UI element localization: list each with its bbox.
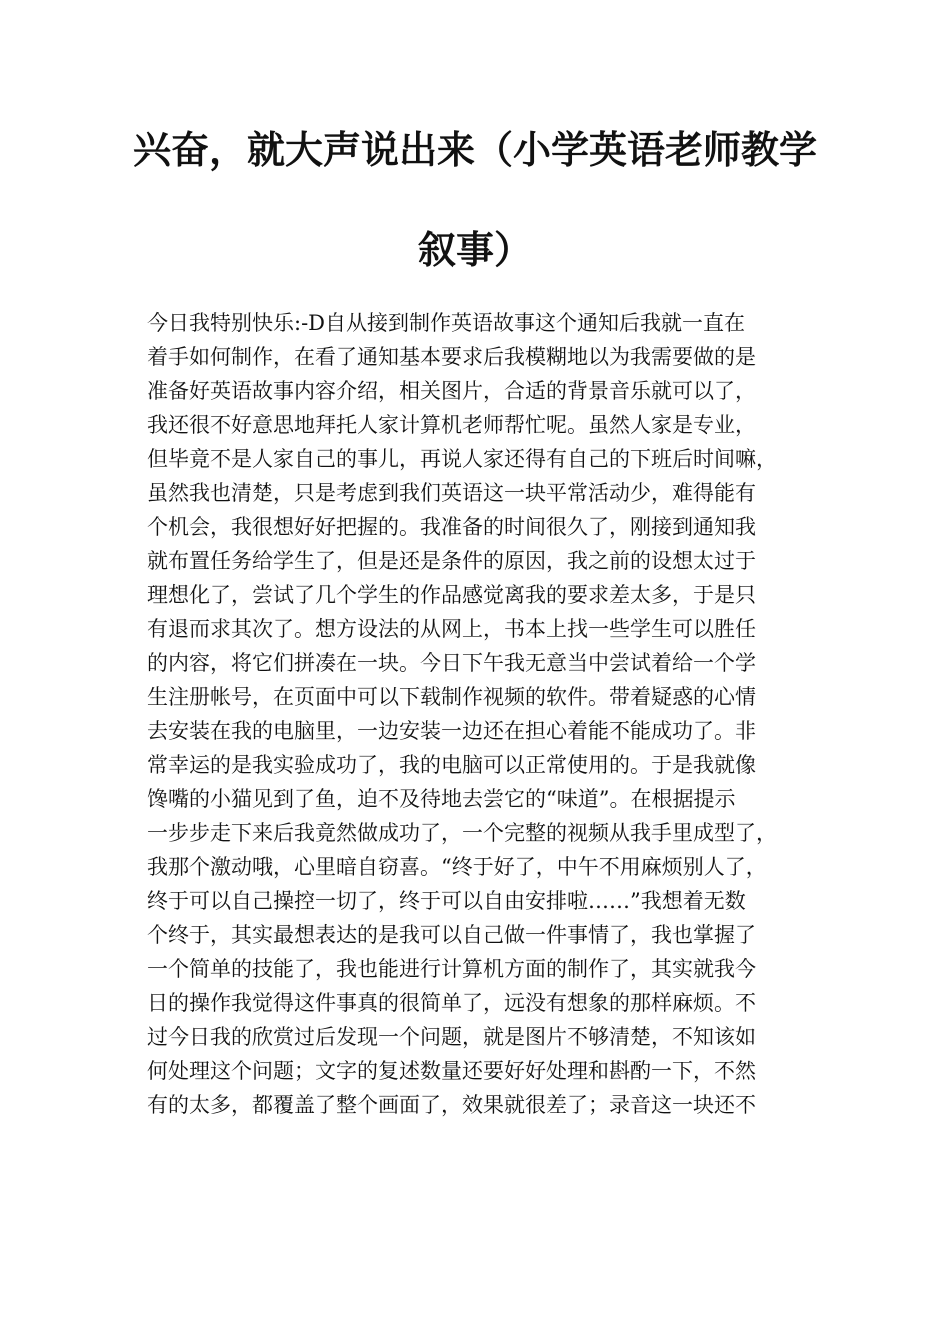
body-text-line: 何处理这个问题；文字的复述数量还要好好处理和斟酌一下，不然 — [147, 1059, 756, 1083]
body-text-line: 一个简单的技能了，我也能进行计算机方面的制作了，其实就我今 — [147, 957, 756, 981]
body-text-line: 生注册帐号，在页面中可以下载制作视频的软件。带着疑惑的心情 — [147, 685, 756, 709]
body-text-line: 着手如何制作，在看了通知基本要求后我模糊地以为我需要做的是 — [147, 345, 756, 369]
body-text-line: 日的操作我觉得这件事真的很简单了，远没有想象的那样麻烦。不 — [147, 991, 756, 1015]
body-text-line: 我还很不好意思地拜托人家计算机老师帮忙呢。虽然人家是专业， — [147, 413, 756, 437]
body-text-line: 过今日我的欣赏过后发现一个问题，就是图片不够清楚，不知该如 — [147, 1025, 756, 1049]
document-title-line-1: 兴奋，就大声说出来（小学英语老师教学 — [132, 128, 817, 172]
body-text-line: 虽然我也清楚，只是考虑到我们英语这一块平常活动少，难得能有 — [147, 481, 756, 505]
body-text-line: 但毕竟不是人家自己的事儿，再说人家还得有自己的下班后时间嘛， — [147, 447, 777, 471]
body-text-line: 个机会，我很想好好把握的。我准备的时间很久了，刚接到通知我 — [147, 515, 756, 539]
body-text-line: 理想化了，尝试了几个学生的作品感觉离我的要求差太多，于是只 — [147, 583, 756, 607]
body-text-line: 个终于，其实最想表达的是我可以自己做一件事情了，我也掌握了 — [147, 923, 756, 947]
body-text-line: 今日我特别快乐:-D自从接到制作英语故事这个通知后我就一直在 — [147, 311, 746, 335]
body-text-line: 有退而求其次了。想方设法的从网上，书本上找一些学生可以胜任 — [147, 617, 756, 641]
body-text-line: 馋嘴的小猫见到了鱼，迫不及待地去尝它的“味道”。在根据提示 — [147, 787, 736, 811]
body-text-line: 就布置任务给学生了，但是还是条件的原因，我之前的设想太过于 — [147, 549, 756, 573]
body-text-line: 的内容，将它们拼凑在一块。今日下午我无意当中尝试着给一个学 — [147, 651, 756, 675]
body-text-line: 一步步走下来后我竟然做成功了，一个完整的视频从我手里成型了， — [147, 821, 777, 845]
document-body — [147, 306, 817, 1122]
body-text-line: 有的太多，都覆盖了整个画面了，效果就很差了；录音这一块还不 — [147, 1093, 756, 1117]
body-text-line: 准备好英语故事内容介绍，相关图片，合适的背景音乐就可以了， — [147, 379, 756, 403]
body-text-line: 常幸运的是我实验成功了，我的电脑可以正常使用的。于是我就像 — [147, 753, 756, 777]
body-text-line: 终于可以自己操控一切了，终于可以自由安排啦……”我想着无数 — [147, 889, 746, 913]
body-text-line: 去安装在我的电脑里，一边安装一边还在担心着能不能成功了。非 — [147, 719, 756, 743]
document-title-line-2: 叙事） — [417, 228, 532, 272]
body-text-line: 我那个激动哦，心里暗自窃喜。“终于好了，中午不用麻烦别人了， — [147, 855, 767, 879]
